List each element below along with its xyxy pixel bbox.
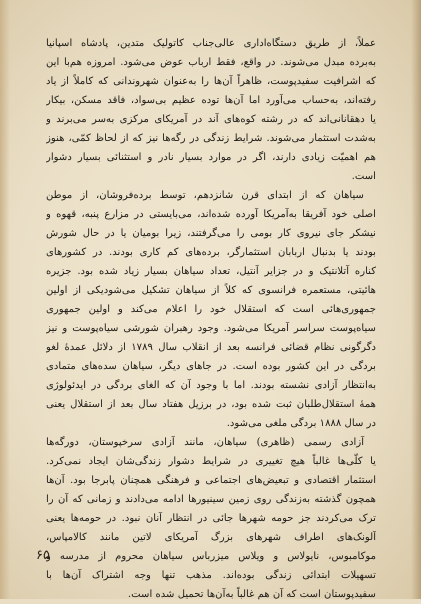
text-line: آلونک‌های اطراف شهرهای بزرگ آمریکای لاتین مانند کالامپاس،: [46, 532, 376, 543]
text-line: سفیدپوستان است که آن هم غالباً به‌آن‌ها تحمیل شده است.: [127, 589, 376, 600]
text-line: جمهوری‌هائی است که استقلال خود را اعلام می‌کند و اولین جمهوری: [46, 304, 376, 315]
text-line: بردگی در این کشور بوده است. در جاهای دیگر، سیاهان سده‌های متمادی: [46, 361, 376, 372]
paragraph-start-line: سیاهان که از ابتدای قرن شانزدهم، توسط برده‌فروشان، از موطن: [46, 190, 364, 201]
text-line: یا دهقانانی‌اند که در رشته کوه‌های آند در آمریکای مرکزی به‌سر می‌برند و: [46, 114, 376, 125]
text-line: یا کلّی‌ها غالباً هیچ تغییری در شرایط دشوار زندگی‌شان ایجاد نمی‌کرد.: [46, 456, 376, 467]
text-line: است.: [351, 171, 376, 182]
page-number: ۶۵: [36, 548, 50, 563]
text-line: به‌انتظار آزادی نشسته بودند. اما با وجود آن که الغای بردگی در ایدئولوژی: [46, 380, 376, 391]
text-line: به‌برده مبدل می‌شوند. در واقع، فقط ارباب عوض می‌شود. امروزه هم‌با این: [46, 57, 376, 68]
page-edge-shadow-left: [0, 0, 10, 599]
text-line: که اشرافیت سفیدپوست، ظاهراً آن‌ها را به‌عنوان شهروندانی که کاملاً از یاد: [46, 76, 376, 87]
page-edge-shadow-right: [411, 0, 421, 599]
text-line: در سال ۱۸۸۸ بردگی ملغی می‌شود.: [226, 418, 376, 429]
text-line: هائیتی، مستعمره فرانسوی که کلاً از سیاهان تشکیل می‌شودیکی از اولین: [46, 285, 376, 296]
text-line: همچون گذشته به‌زندگی روی زمین سینیورها ادامه می‌دادند و زمانی که آن را: [46, 494, 376, 505]
text-line: تسهیلات ابتدائی زندگی بوده‌اند. مذهب تنها وجه اشتراک آن‌ها با: [46, 570, 376, 581]
text-line: موکامبوس، نایولاس و ویلاس میزرباس سیاهان محروم از مدرسه و: [46, 551, 376, 562]
text-line: ترک می‌کردند جز حومه شهرها جائی در انتظار آنان نبود. در حومه‌ها یعنی: [46, 513, 376, 524]
text-line: کناره آتلانتیک و در جزایر آنتیل، تعداد سیاهان بسیار زیاد شده بود. جزیره: [46, 266, 376, 277]
paragraph-start-line: آزادی رسمی (ظاهری) سیاهان، مانند آزادی سرخپوستان، دورگه‌ها: [46, 437, 364, 448]
text-line: دگرگونی نظام قضائی فرانسه بعد از انقلاب سال ۱۷۸۹ از دلائل عمدهٔ لغو: [46, 342, 376, 353]
text-line: عملاً، از طریق دستگاه‌اداری عالی‌جناب کاتولیک متدین، پادشاه اسپانیا: [46, 38, 376, 49]
text-line: استثمار اقتصادی و تبعیض‌های اجتماعی و فرهنگی همچنان پابرجا بود. آن‌ها: [46, 475, 376, 486]
text-line: به‌شدت استثمار می‌شوند. شرایط زندگی در رگه‌ها نیز که از لحاظ کمّی، هنوز: [46, 133, 376, 144]
text-line: رفته‌اند، به‌حساب می‌آورد اما آن‌ها توده عظیم بی‌سواد، فاقد مسکن، بیکار: [46, 95, 376, 106]
text-line: بودند یا بدنبال اربابان استثمارگر، برده‌های کم کاری بودند. در کشورهای: [46, 247, 376, 258]
text-line: همهٔ استقلال‌طلبان ثبت شده بود، در برزیل هفتاد سال بعد از استقلال یعنی: [46, 399, 376, 410]
text-line: نیشکر جای نیروی کار بومی را می‌گرفتند، زیرا بومیان یا در حال شورش: [46, 228, 376, 239]
text-line: سیاه‌پوست سراسر آمریکا می‌شود. وجود رهبران شورشی سیاه‌پوست و نیز: [46, 323, 376, 334]
text-line: اصلی خود آفریقا به‌آمریکا آورده شده‌اند، می‌بایستی در مزارع پنبه، قهوه و: [46, 209, 376, 220]
text-line: هم اهمیّت زیادی دارند، اگر در موارد بسیار نادر و استثنائی بسیار دشوار: [46, 152, 376, 163]
body-text: [46, 34, 376, 604]
